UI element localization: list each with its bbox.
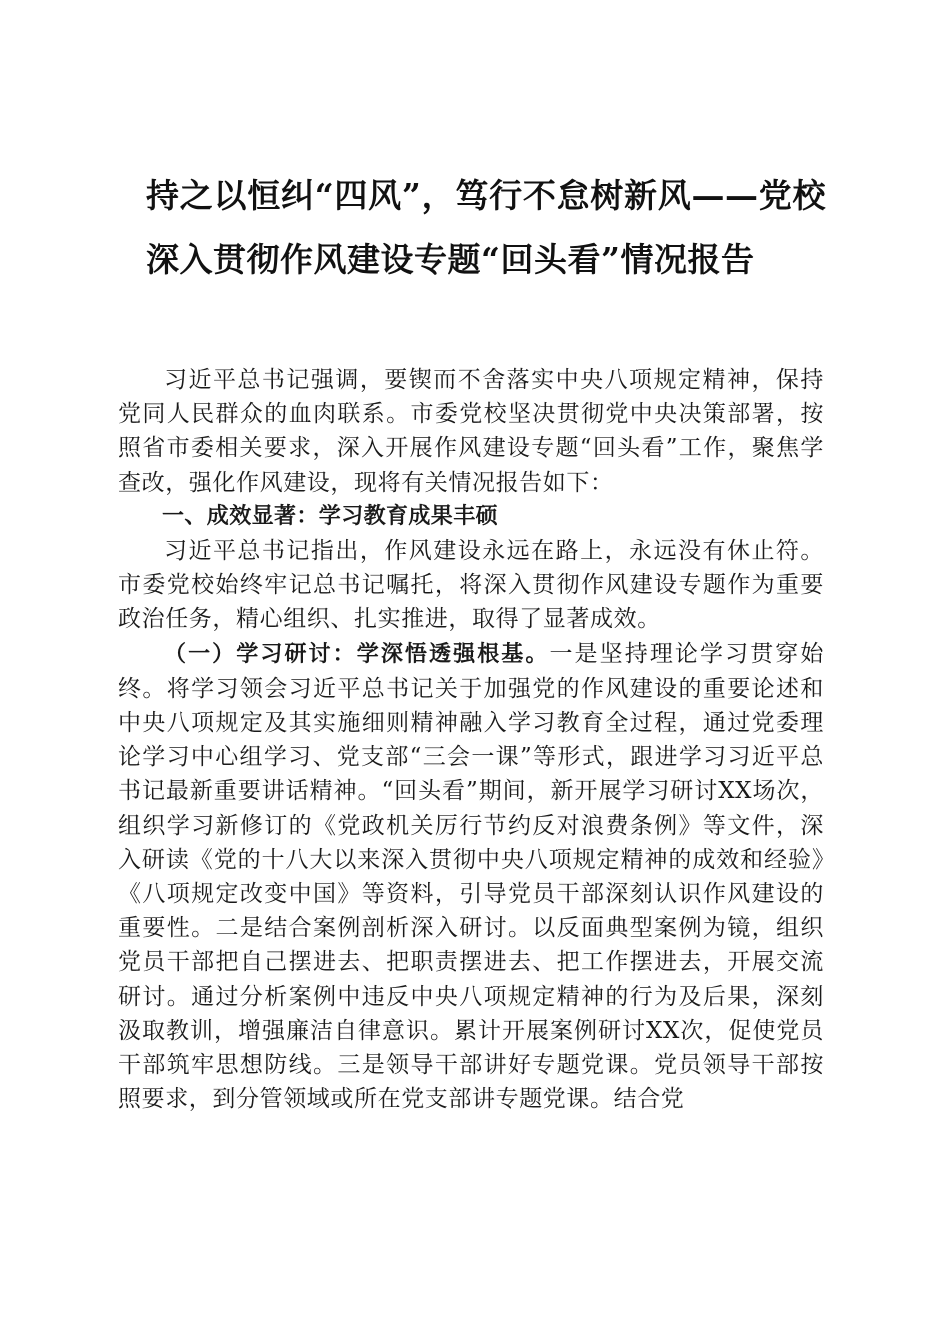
document-title: 持之以恒纠“四风”，笃行不怠树新风——党校深入贯彻作风建设专题“回头看”情况报告 — [146, 176, 826, 279]
section-heading: 一、成效显著：学习教育成果丰硕 — [162, 503, 499, 529]
intro-paragraph: 习近平总书记强调，要锲而不舍落实中央八项规定精神，保持党同人民群众的血肉联系。市委党校坚决贯彻党中央决策部署，按照省市委相关要求，深入开展作风建设专题“回头看”工作，聚焦学查改，强化作风建设，现将有关情况报告如下： — [118, 367, 824, 496]
subsection-text: 一是坚持理论学习贯穿始终。将学习领会习近平总书记关于加强党的作风建设的重要论述和中央八项规定及其实施细则精神融入学习教育全过程，通过党委理论学习中心组学习、党支部“三会一课”等形式，跟进学习习近平总书记最新重要讲话精神。“回头看”期间，新开展学习研讨XX场次，组织学习新修订的《党政机关厉行节约反对浪费条例》等文件，深入研读《党的十八大以来深入贯彻中央八项规定精神的成效和经验》《八项规定改变中国》等资料，引导党员干部深刻认识作风建设的重要性。二是结合案例剖析深入研讨。以反面典型案例为镜，组织党员干部把自己摆进去、把职责摆进去、把工作摆进去，开展交流研讨。通过分析案例中违反中央八项规定精神的行为及后果，深刻汲取教训，增强廉洁自律意识。累计开展案例研讨XX次，促使党员干部筑牢思想防线。三是领导干部讲好专题党课。党员领导干部按照要求，到分管领域或所在党支部讲专题党课。结合党 — [118, 640, 824, 1113]
section-paragraph: 习近平总书记指出，作风建设永远在路上，永远没有休止符。市委党校始终牢记总书记嘱托，将深入贯彻作风建设专题作为重要政治任务，精心组织、扎实推进，取得了显著成效。 — [118, 538, 824, 633]
document-body — [118, 363, 824, 1116]
subsection-paragraph — [118, 637, 824, 1117]
subsection-heading: （一）学习研讨：学深悟透强根基。 — [164, 641, 550, 667]
